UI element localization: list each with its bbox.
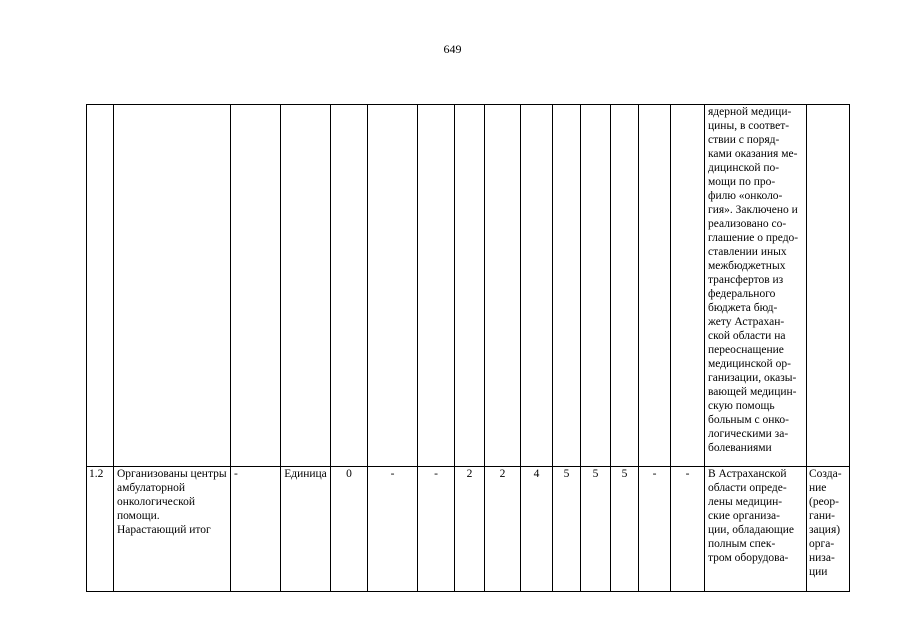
indicator-text: Организованы центры амбулаторной онкологической помощи. Нарастающий итог [114,467,231,592]
comment-line: ствии с поряд- [708,134,780,146]
comment-line: филю «онколо- [708,190,783,202]
value-cell: 5 [611,467,639,592]
comment-line: ками оказания ме- [708,148,798,160]
cell-value [671,105,705,467]
comment-line: В Астраханской [708,468,787,480]
extra-line: ции [809,566,828,578]
cell-number [87,105,114,467]
comment-line: больным с онко- [708,414,789,426]
comment-line: ставлении иных [708,246,787,258]
comment-line: жету Астрахан- [708,316,785,328]
comment-line: бюджета бюд- [708,302,778,314]
extra-line: (реор- [809,496,840,508]
comment-line: мощи по про- [708,176,776,188]
extra-line: низа- [809,552,835,564]
value-cell: 5 [553,467,581,592]
cell-comment [705,467,807,592]
value-cell: 2 [455,467,485,592]
value-cell: 5 [581,467,611,592]
comment-line: болеваниями [708,442,772,454]
extra-line: гани- [809,510,835,522]
value-cell: - [418,467,455,592]
cell-extra [807,467,850,592]
comment-line: ской области на [708,330,786,342]
value-cell: - [671,467,705,592]
cell-indicator [114,105,231,467]
value-cell: 0 [331,467,368,592]
table-row-1-2 [87,467,850,592]
value-cell: 2 [485,467,521,592]
unit-cell: Единица [281,467,331,592]
cell-value [581,105,611,467]
comment-line: трансфертов из [708,274,784,286]
extra-line: зация) [809,524,841,536]
cell-dash [231,105,281,467]
extra-line: орга- [809,538,835,550]
cell-value [368,105,418,467]
comment-line: вающей медицин- [708,386,797,398]
cell-value [485,105,521,467]
cell-value [521,105,553,467]
comment-line: логическими за- [708,428,789,440]
cell-extra [807,105,850,467]
comment-line: ские организа- [708,510,780,522]
cell-value [553,105,581,467]
comment-line: межбюджетных [708,260,786,272]
cell-value [611,105,639,467]
dash-cell: - [231,467,281,592]
comment-line: ядерной медици- [708,106,792,118]
value-cell: - [368,467,418,592]
document-table [86,104,850,592]
cell-value [418,105,455,467]
cell-value [331,105,368,467]
comment-line: глашение о предо- [708,232,799,244]
cell-comment [705,105,807,467]
comment-line: федерального [708,288,776,300]
table-row-continuation [87,105,850,467]
row-number: 1.2 [87,467,114,592]
comment-line: цины, в соответ- [708,120,790,132]
comment-line: лены медицин- [708,496,783,508]
comment-line: тром оборудова- [708,552,789,564]
cell-value [455,105,485,467]
comment-line: ции, обладающие [708,524,795,536]
comment-line: медицинской ор- [708,358,791,370]
comment-line: ганизации, оказы- [708,372,797,384]
extra-line: Созда- [809,468,842,480]
comment-line: области опреде- [708,482,787,494]
comment-line: полным спек- [708,538,776,550]
value-cell: 4 [521,467,553,592]
page-number: 649 [443,42,462,56]
comment-line: переоснащение [708,344,784,356]
comment-line: реализовано со- [708,218,787,230]
cell-unit [281,105,331,467]
comment-line: скую помощь [708,400,775,412]
value-cell: - [639,467,671,592]
comment-line: дицинской по- [708,162,780,174]
cell-value [639,105,671,467]
extra-line: ние [809,482,827,494]
comment-line: гия». Заключено и [708,204,798,216]
